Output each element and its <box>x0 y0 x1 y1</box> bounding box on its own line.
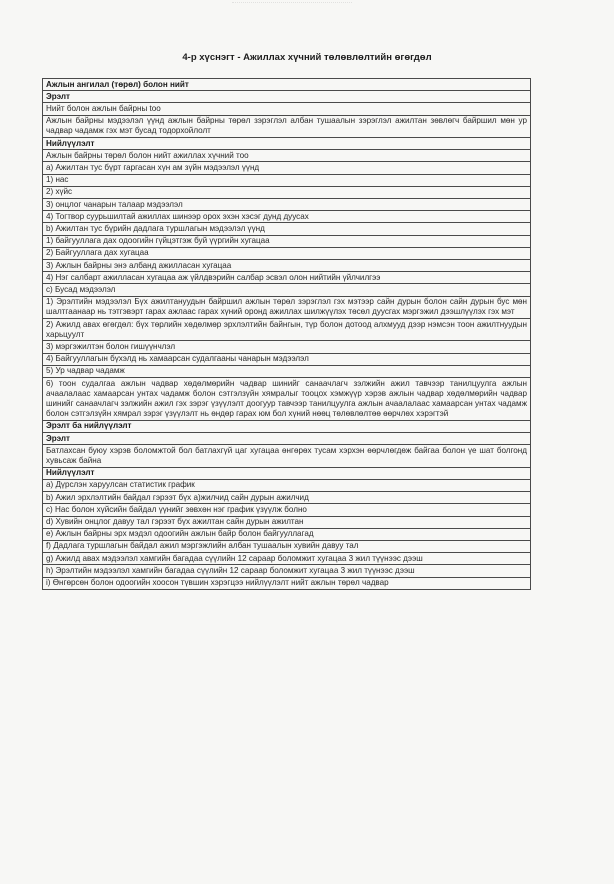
table-cell: Ажлын байрны төрөл болон нийт ажиллах хүчний тоо <box>43 150 531 162</box>
table-row <box>43 353 531 365</box>
table-row <box>43 565 531 577</box>
table-row <box>43 553 531 565</box>
table-cell: a) Дүрслэн харуулсан статистик график <box>43 479 531 491</box>
section-header-cell: Нийлүүлэлт <box>43 467 531 479</box>
table-cell: 3) онцлог чанарын талаар мэдээлэл <box>43 199 531 211</box>
table-cell: 1) байгууллага дах одоогийн гүйцэтгэж буй үүргийн хугацаа <box>43 235 531 247</box>
table-row <box>43 103 531 115</box>
table-cell: d) Хувийн онцлог давуу тал гэрээт бүх ажилтан сайн дурын ажилтан <box>43 516 531 528</box>
table-cell: 2) хүйс <box>43 186 531 198</box>
table-section-header-row <box>43 420 531 432</box>
table-cell: c) Нас болон хүйсийн байдал үүнийг зөвхөн нэг график үзүүлж болно <box>43 504 531 516</box>
table-cell: а) Ажилтан тус бүрт гаргасан хүн ам зүйн мэдээлэл үүнд <box>43 162 531 174</box>
table-row <box>43 492 531 504</box>
table-row <box>43 577 531 589</box>
table-cell: 3) Ажлын байрны энэ албанд ажилласан хугацаа <box>43 260 531 272</box>
table-cell: 5) Ур чадвар чадамж <box>43 365 531 377</box>
table-section-header-row <box>43 79 531 91</box>
table-cell: Нийт болон ажлын байрны too <box>43 103 531 115</box>
table-cell: Батлахсан буюу хэрэв боломжтой бол батлахгүй цаг хугацаа өнгөрөх тусам хэрхэн өөрчлөгдөж байгаа болон үе шат болгонд хувьсаж байна <box>43 445 531 467</box>
table-cell: 1) нас <box>43 174 531 186</box>
table-body <box>43 79 531 590</box>
table-cell: i) Өнгөрсөн болон одоогийн хоосон түвшин хэрэгцээ нийлүүлэлт нийт ажлын төрөл чадвар <box>43 577 531 589</box>
section-header-cell: Эрэлт <box>43 433 531 445</box>
table-cell: 4) Тогтвор суурьшилтай ажиллах шинээр орох эхэн хэсэг дунд дуусах <box>43 211 531 223</box>
table-cell: 6) тоон судалгаа ажлын чадвар хөдөлмөрийн чадвар шинийг санаачлагч зэлжийн ажил тавчээр танилцуулга ажлын ачаалалаас хамаарсан унтах чадамж болон сэтгэлзүйн хямралыг тооцох хэмжүүр хэрэв ажлын чадвар хөдөлмөрийн чадвар шинийг санаачлагч зэлжийн ажил гэх зэрэг үзүүлэлт доогуур тавчээр танилцуулга ажлын ачаалалаас хамаарсан унтах чадамж болон сэтгэлзүйн хямрал зэрэг үзүүлэлт нь өндөр гарах юм бол хүний нөөц төлөвлөлтөө өөрчлөх хэрэгтэй <box>43 378 531 421</box>
page-title: 4-р хүснэгт - Ажиллах хүчний төлөвлөлтийн өгөгдөл <box>182 52 432 63</box>
table-row <box>43 150 531 162</box>
table-row <box>43 365 531 377</box>
table-cell: b) Ажил эрхлэлтийн байдал гэрээт бүх а)жилчид сайн дурын ажилчид <box>43 492 531 504</box>
table-row <box>43 174 531 186</box>
table-section-header-row <box>43 91 531 103</box>
table-row <box>43 319 531 341</box>
section-header-cell: Нийлүүлэлт <box>43 138 531 150</box>
table-section-header-row <box>43 467 531 479</box>
table-cell: 4) Байгууллагын бүхэлд нь хамаарсан судалгааны чанарын мэдээлэл <box>43 353 531 365</box>
table-cell: 1) Эрэлтийн мэдээлэл Бүх ажилтануудын байршил ажлын төрөл зэрэглэл гэх мэтээр сайн дурын болон сайн дурын бус мөн шалтгаанаар нь тэтгэвэрт гарах ажлаас гарах хүний оронд ажиллах шилжүүлэх төсөл дуусгах мэргэжил дээшлүүлэх гэх мэт <box>43 296 531 318</box>
table-section-header-row <box>43 433 531 445</box>
table-cell: b) Ажилтан тус бүрийн дадлага туршлагын мэдээлэл үүнд <box>43 223 531 235</box>
table-row <box>43 199 531 211</box>
table-row <box>43 341 531 353</box>
table-cell: 2) Байгууллага дах хугацаа <box>43 247 531 259</box>
table-cell: 2) Ажилд авах өгөгдөл: бүх төрлийн хөдөлмөр эрхлэлтийн байнгын, түр болон дотоод алхмууд дээр нэмсэн тоон ажилтнуудын харьцуулт <box>43 319 531 341</box>
table-row <box>43 540 531 552</box>
table-row <box>43 235 531 247</box>
table-row <box>43 272 531 284</box>
table-cell: g) Ажилд авах мэдээлэл хамгийн багадаа сүүлийн 12 сараар боломжит хугацаа 3 жил түүнээс дээш <box>43 553 531 565</box>
table-cell: f) Дадлага туршлагын байдал ажил мэргэжлийн албан тушаалын хувийн давуу тал <box>43 540 531 552</box>
table-cell: 3) мэргэжилтэн болон гишүүнчлэл <box>43 341 531 353</box>
table-row <box>43 284 531 296</box>
table-row <box>43 115 531 137</box>
table-cell: Ажлын байрны мэдээлэл үүнд ажлын байрны төрөл зэрэглэл албан тушаалын зэрэглэл ажилтан зөвлөгч байршил мөн ур чадвар чадамж гэх мэт бусад тодорхойлолт <box>43 115 531 137</box>
table-row <box>43 516 531 528</box>
table-row <box>43 260 531 272</box>
table-row <box>43 223 531 235</box>
section-header-cell: Ажлын ангилал (төрөл) болон нийт <box>43 79 531 91</box>
section-header-cell: Эрэлт <box>43 91 531 103</box>
table-cell: h) Эрэлтийн мэдээлэл хамгийн багадаа сүүлийн 12 сараар боломжит хугацаа 3 жил түүнээс дээш <box>43 565 531 577</box>
workforce-data-table <box>42 78 531 590</box>
table-row <box>43 162 531 174</box>
table-cell: 4) Нэг салбарт ажилласан хугацаа аж үйлдвэрийн салбар эсвэл олон нийтийн үйлчилгээ <box>43 272 531 284</box>
table-row <box>43 378 531 421</box>
table-row <box>43 445 531 467</box>
table-cell: c) Бусад мэдээлэл <box>43 284 531 296</box>
table-row <box>43 504 531 516</box>
table-row <box>43 296 531 318</box>
scan-artifact <box>232 2 352 9</box>
table-row <box>43 528 531 540</box>
table-row <box>43 247 531 259</box>
table-cell: e) Ажлын байрны эрх мэдэл одоогийн ажлын байр болон байгууллагад <box>43 528 531 540</box>
table-section-header-row <box>43 138 531 150</box>
table-row <box>43 479 531 491</box>
table-row <box>43 186 531 198</box>
section-header-cell: Эрэлт ба нийлүүлэлт <box>43 420 531 432</box>
table-row <box>43 211 531 223</box>
